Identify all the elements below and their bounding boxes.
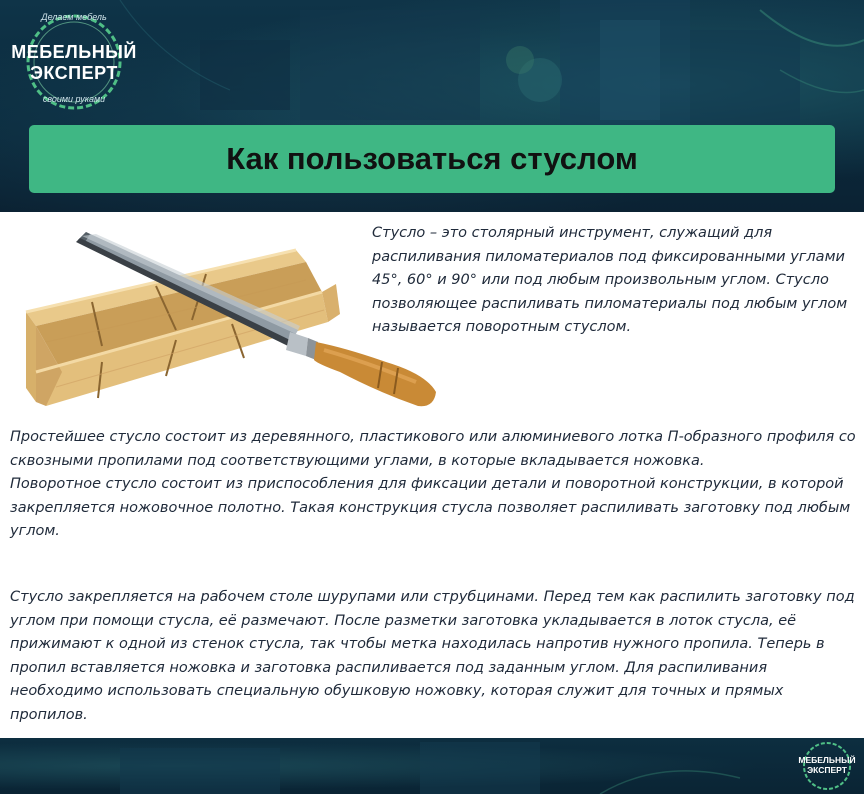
- footer-banner: [0, 738, 864, 794]
- paragraph-simple-stuslo: Простейшее стусло состоит из деревянного, пластикового или алюминиевого лотка П-образного профиля со сквозными пропилами под соответствующими углами, в которые вкладывается ножовка.: [10, 429, 856, 469]
- footer-logo-line1: МЕБЕЛЬНЫЙ: [798, 755, 856, 765]
- footer-logo-line2: ЭКСПЕРТ: [807, 765, 847, 775]
- article-content: [0, 212, 864, 738]
- footer-logo[interactable]: [796, 740, 858, 792]
- logo-arc-bottom-text: своими руками: [42, 94, 106, 104]
- page-title: Как пользоваться стуслом: [226, 141, 638, 176]
- header-banner: [0, 0, 864, 212]
- footer-background-decor: [0, 738, 864, 794]
- logo-text-line1: МЕБЕЛЬНЫЙ: [11, 42, 137, 62]
- brand-logo[interactable]: [8, 8, 140, 116]
- logo-text-line2: ЭКСПЕРТ: [30, 63, 118, 83]
- paragraph-construction: [10, 426, 858, 544]
- logo-arc-top-text: Делаем мебель: [41, 12, 107, 22]
- paragraph-usage: Стусло закрепляется на рабочем столе шурупами или струбцинами. Перед тем как распилить заготовку под углом при помощи стусла, её размечают. После разметки заготовка укладывается в лоток стусла, её прижимают к одной из стенок стусла, так чтобы метка находилась напротив нужного пропила. Теперь в пропил вставляется ножовка и заготовка распиливается под заданным углом. Для распиливания необходимо использовать специальную обушковую ножовку, которая служит для точных и прямых пропилов.: [10, 589, 855, 723]
- title-banner: [29, 125, 835, 193]
- paragraph-rotary-stuslo: Поворотное стусло состоит из приспособления для фиксации детали и поворотной конструкции, в которой закрепляется ножовочное полотно. Такая конструкция стусла позволяет распиливать заготовку под любым углом.: [10, 476, 851, 539]
- intro-paragraph: Стусло – это столярный инструмент, служащий для распиливания пиломатериалов под фиксированными углами 45°, 60° и 90° или под любым произвольным углом. Стусло позволяющее распиливать пиломатериалы под любым углом называется поворотным стуслом.: [372, 225, 848, 335]
